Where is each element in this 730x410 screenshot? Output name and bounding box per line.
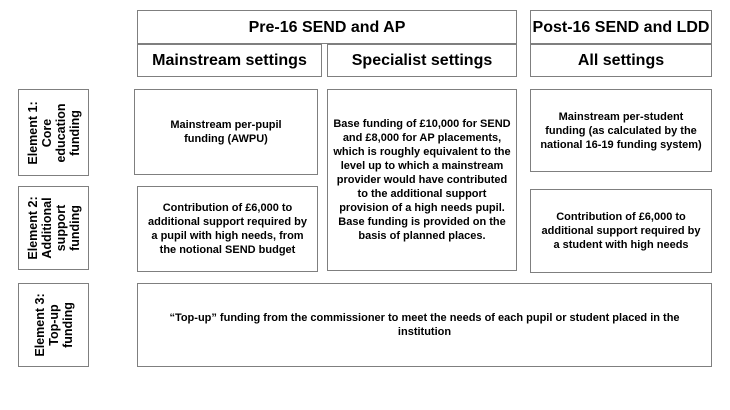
cell-e1-post16 <box>530 89 712 172</box>
cell-e1-mainstream-text: Mainstream per-pupil funding (AWPU) <box>170 119 282 145</box>
row-label-element1 <box>18 89 89 176</box>
cell-e2-post16-text: Contribution of £6,000 to additional support required by a student with high needs <box>541 211 701 251</box>
cell-e1-mainstream <box>134 89 318 175</box>
header-post16-text: Post-16 SEND and LDD <box>532 18 710 36</box>
row-label-element2-text: Element 2: Additional support funding <box>25 196 82 260</box>
cell-e3-all-text: “Top-up” funding from the commissioner to meet the needs of each pupil or student placed in the institution <box>169 312 680 338</box>
header-mainstream <box>137 44 322 77</box>
cell-e2-post16 <box>530 189 712 273</box>
header-all-settings-text: All settings <box>577 52 665 69</box>
header-specialist-text: Specialist settings <box>351 52 493 69</box>
cell-e1-post16-text: Mainstream per-student funding (as calculated by the national 16-19 funding system) <box>540 110 702 151</box>
cell-e2-mainstream-text: Contribution of £6,000 to additional support required by a pupil with high needs, from the notional SEND budget <box>148 202 307 256</box>
cell-e3-all <box>137 283 712 367</box>
header-mainstream-text: Mainstream settings <box>152 52 307 69</box>
header-specialist <box>327 44 517 77</box>
cell-specialist-e1-e2 <box>327 89 517 271</box>
header-post16 <box>530 10 712 44</box>
row-label-element1-text: Element 1: Core education funding <box>25 100 82 165</box>
header-pre16 <box>137 10 517 44</box>
row-label-element3 <box>18 283 89 367</box>
header-pre16-text: Pre-16 SEND and AP <box>248 18 406 36</box>
cell-e2-mainstream <box>137 186 318 272</box>
cell-specialist-text: Base funding of £10,000 for SEND and £8,000 for AP placements, which is roughly equivalent to the level up to which a mainstream provider would have contributed to the additional support provision of a high needs pupil. Base funding is provided on the basis of planned places. <box>333 118 511 242</box>
row-label-element2 <box>18 186 89 270</box>
row-label-element3-text: Element 3: Top-up funding <box>32 293 75 357</box>
header-all-settings <box>530 44 712 77</box>
